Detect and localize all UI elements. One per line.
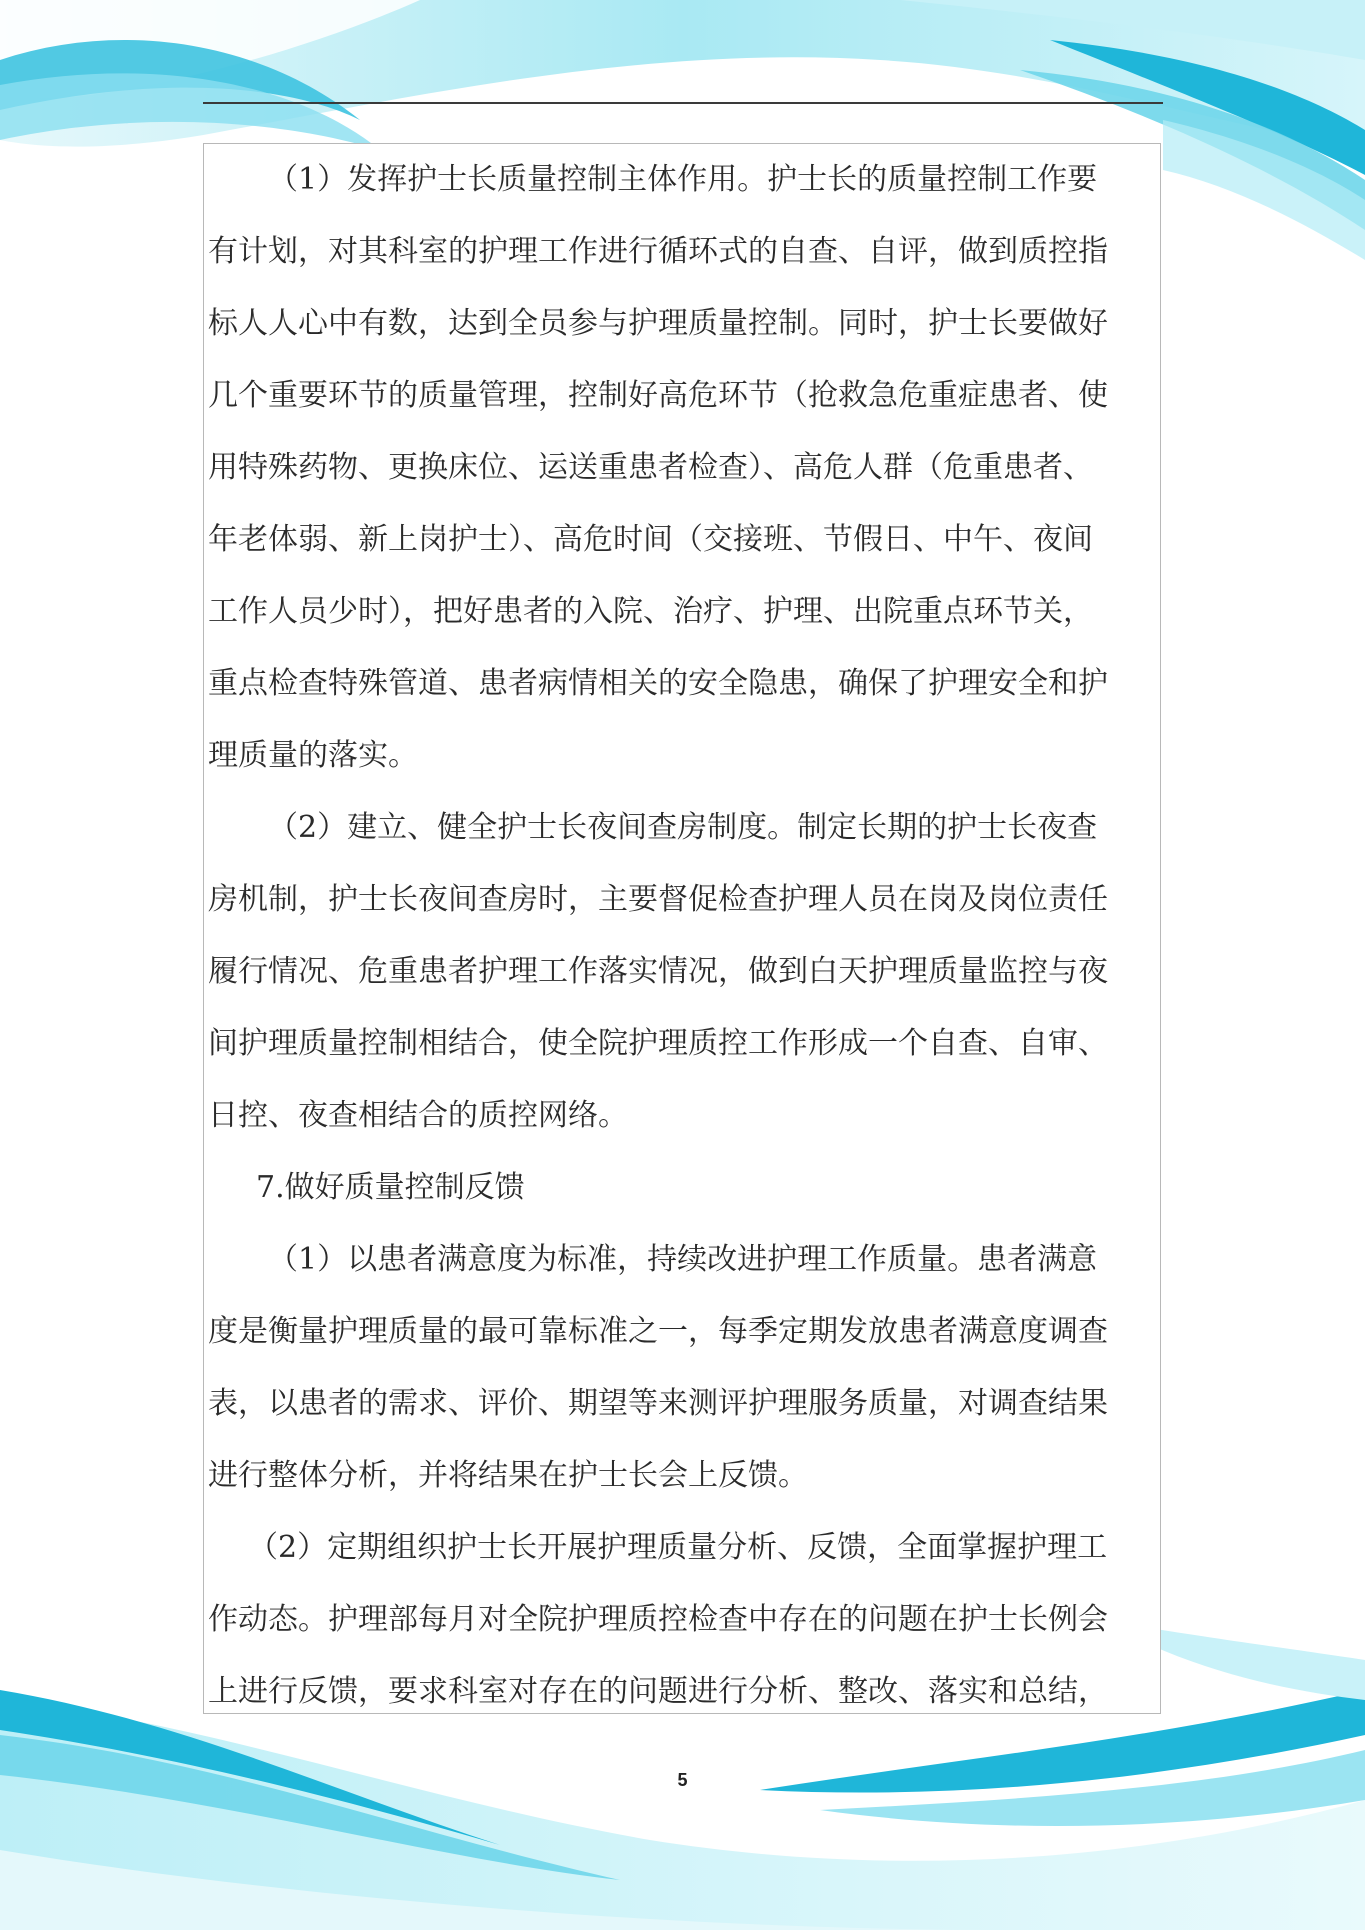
- text-line: 度是衡量护理质量的最可靠标准之一，每季定期发放患者满意度调查: [208, 1314, 1108, 1349]
- text-line: （1）发挥护士长质量控制主体作用。护士长的质量控制工作要: [268, 162, 1098, 197]
- text-line: 理质量的落实。: [208, 738, 418, 773]
- text-line: 用特殊药物、更换床位、运送重患者检查）、高危人群（危重患者、: [208, 450, 1093, 485]
- text-line: 履行情况、危重患者护理工作落实情况，做到白天护理质量监控与夜: [208, 954, 1108, 989]
- text-line: （2）建立、健全护士长夜间查房制度。制定长期的护士长夜查: [268, 810, 1098, 845]
- text-line: 作动态。护理部每月对全院护理质控检查中存在的问题在护士长例会: [208, 1602, 1108, 1637]
- text-line: 表，以患者的需求、评价、期望等来测评护理服务质量，对调查结果: [208, 1386, 1108, 1421]
- text-line: 重点检查特殊管道、患者病情相关的安全隐患，确保了护理安全和护: [208, 666, 1108, 701]
- section-heading: 7.做好质量控制反馈: [256, 1170, 525, 1205]
- header-rule: [203, 102, 1163, 104]
- text-line: 标人人心中有数，达到全员参与护理质量控制。同时，护士长要做好: [208, 306, 1108, 341]
- text-line: 有计划，对其科室的护理工作进行循环式的自查、自评，做到质控指: [208, 234, 1108, 269]
- page-number: 5: [677, 1770, 688, 1790]
- text-line: （1）以患者满意度为标准，持续改进护理工作质量。患者满意: [268, 1242, 1098, 1277]
- text-line: 间护理质量控制相结合，使全院护理质控工作形成一个自查、自审、: [208, 1026, 1108, 1061]
- document-body: [203, 143, 1161, 1714]
- text-line: 几个重要环节的质量管理，控制好高危环节（抢救急危重症患者、使: [208, 378, 1108, 413]
- text-line: 工作人员少时），把好患者的入院、治疗、护理、出院重点环节关，: [208, 594, 1093, 629]
- text-line: 日控、夜查相结合的质控网络。: [208, 1098, 628, 1133]
- text-line: 年老体弱、新上岗护士）、高危时间（交接班、节假日、中午、夜间: [208, 522, 1093, 557]
- text-line: 房机制，护士长夜间查房时，主要督促检查护理人员在岗及岗位责任: [208, 882, 1108, 917]
- text-line: 进行整体分析，并将结果在护士长会上反馈。: [208, 1458, 808, 1493]
- text-line: 上进行反馈，要求科室对存在的问题进行分析、整改、落实和总结，: [208, 1674, 1108, 1709]
- text-line: （2）定期组织护士长开展护理质量分析、反馈，全面掌握护理工: [248, 1530, 1108, 1565]
